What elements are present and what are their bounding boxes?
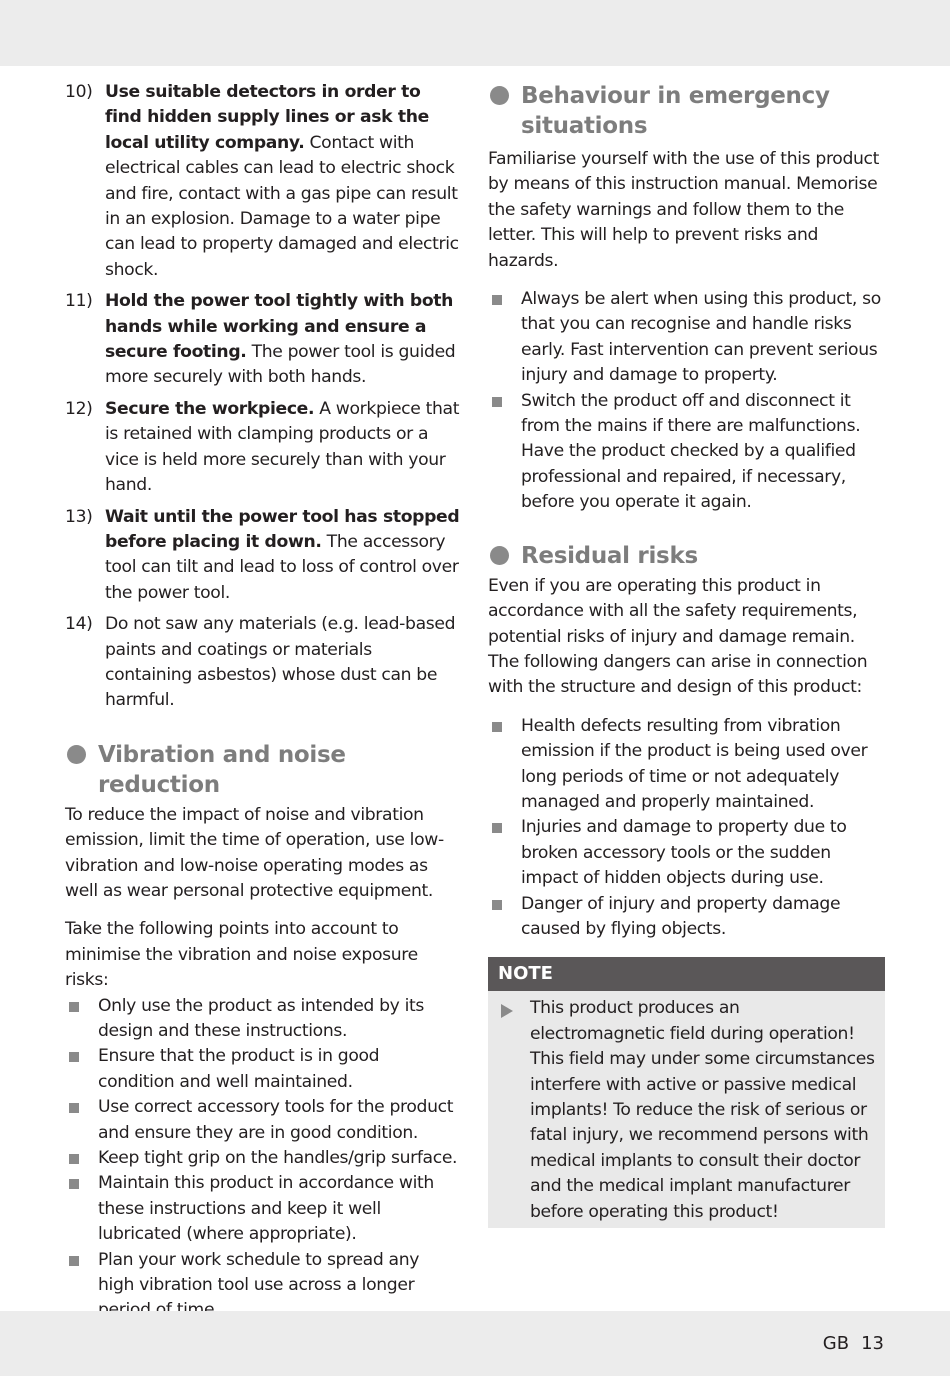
list-item bbox=[488, 389, 885, 516]
list-item-10 bbox=[65, 80, 460, 283]
item-number: 11) bbox=[65, 291, 93, 312]
item-bold-text: Use suitable detectors in order to find hidden supply lines or ask the local utility company. bbox=[105, 82, 429, 153]
item-number: 10) bbox=[65, 82, 93, 102]
list-item-text: Only use the product as intended by its design and these instructions. bbox=[98, 995, 425, 1041]
item-bold-text: Wait until the power tool has stopped before placing it down. bbox=[105, 506, 460, 552]
note-text: This product produces an electromagnetic field during operation! This field may under some circumstances interfere with active or passive medical implants! To reduce the risk of serious or fatal injury, we recommend persons with medical implants to consult their doctor and the medical implant manufacturer before operating this product! bbox=[530, 998, 875, 1222]
item-text: A workpiece that is retained with clamping products or a vice is held more securely than with your hand. bbox=[105, 398, 460, 496]
page-number: 13 bbox=[861, 1333, 884, 1354]
bullet-list-vibration bbox=[65, 994, 460, 1324]
list-item-text: Maintain this product in accordance with these instructions and keep it well lubricated (where appropriate). bbox=[98, 1173, 434, 1245]
list-item bbox=[65, 1044, 460, 1095]
section-heading-residual bbox=[488, 541, 885, 571]
square-bullet-icon bbox=[69, 1154, 79, 1164]
footer-band bbox=[0, 1311, 950, 1376]
list-item-text: Use correct accessory tools for the product and ensure they are in good condition. bbox=[98, 1097, 454, 1143]
square-bullet-icon bbox=[492, 823, 502, 833]
square-bullet-icon bbox=[69, 1052, 79, 1062]
list-item bbox=[65, 994, 460, 1045]
list-item bbox=[488, 714, 885, 816]
item-number: 14) bbox=[65, 614, 93, 635]
square-bullet-icon bbox=[492, 295, 502, 305]
item-text: Do not saw any materials (e.g. lead-based paints and coatings or materials containing asbestos) whose dust can be harmful. bbox=[105, 614, 456, 711]
note-box bbox=[488, 957, 885, 1228]
list-item-14 bbox=[65, 612, 460, 714]
paragraph: Familiarise yourself with the use of this product by means of this instruction manual. Memorise the safety warnings and follow them to the letter. This will help to prevent risks and hazards. bbox=[488, 149, 880, 271]
list-item bbox=[65, 1171, 460, 1247]
paragraph: To reduce the impact of noise and vibration emission, limit the time of operation, use low-vibration and low-noise operating modes as well as wear personal protective equipment. bbox=[65, 804, 444, 901]
list-item bbox=[488, 287, 885, 389]
square-bullet-icon bbox=[69, 1256, 79, 1266]
list-item-text: Ensure that the product is in good condition and well maintained. bbox=[98, 1046, 380, 1092]
list-item-text: Switch the product off and disconnect it from the mains if there are malfunctions. Have the product checked by a qualified professional and repaired, if necessary, before you operate it again. bbox=[521, 390, 861, 513]
list-item-text: Keep tight grip on the handles/grip surface. bbox=[98, 1148, 458, 1169]
bullet-circle-icon bbox=[67, 745, 86, 764]
item-text: The accessory tool can tilt and lead to loss of control over the power tool. bbox=[105, 531, 459, 603]
item-number: 12) bbox=[65, 398, 93, 419]
list-item-12 bbox=[65, 397, 460, 499]
square-bullet-icon bbox=[69, 1002, 79, 1012]
right-column bbox=[488, 80, 885, 1228]
language-code: GB bbox=[822, 1333, 850, 1354]
square-bullet-icon bbox=[69, 1179, 79, 1189]
list-item-13 bbox=[65, 505, 460, 607]
heading-text: Residual risks bbox=[521, 542, 698, 569]
item-bold-text: Secure the workpiece. bbox=[105, 398, 315, 419]
item-number: 13) bbox=[65, 506, 93, 527]
list-item bbox=[65, 1095, 460, 1146]
item-bold-text: Hold the power tool tightly with both hands while working and ensure a secure footing. bbox=[105, 291, 454, 363]
square-bullet-icon bbox=[492, 722, 502, 732]
page-footer bbox=[823, 1331, 884, 1356]
item-text: The power tool is guided more securely with both hands. bbox=[105, 342, 456, 388]
list-item-text: Danger of injury and property damage caused by flying objects. bbox=[521, 893, 841, 939]
header-band bbox=[0, 0, 950, 66]
list-item-text: Always be alert when using this product, so that you can recognise and handle risks early. Fast intervention can prevent serious injury and damage to property. bbox=[521, 289, 881, 386]
heading-text: Behaviour in emergency situations bbox=[521, 83, 830, 139]
list-item bbox=[488, 892, 885, 943]
heading-text: Vibration and noise reduction bbox=[98, 741, 346, 798]
square-bullet-icon bbox=[492, 900, 502, 910]
list-item-11 bbox=[65, 289, 460, 391]
list-item-text: Injuries and damage to property due to broken accessory tools or the sudden impact of hidden objects during use. bbox=[521, 817, 847, 889]
list-item-text: Health defects resulting from vibration emission if the product is being used over long periods of time or not adequately managed and properly maintained. bbox=[521, 715, 868, 812]
bullet-list-residual bbox=[488, 714, 885, 943]
paragraph: Even if you are operating this product in accordance with all the safety requirements, potential risks of injury and damage remain. The following dangers can arise in connection with the structure and design of this product: bbox=[488, 575, 868, 698]
section-heading-vibration bbox=[65, 740, 460, 800]
list-item bbox=[65, 1146, 460, 1171]
paragraph: Take the following points into account to minimise the vibration and noise exposure risks: bbox=[65, 919, 418, 991]
list-item bbox=[488, 815, 885, 891]
square-bullet-icon bbox=[69, 1103, 79, 1113]
bullet-circle-icon bbox=[490, 86, 509, 105]
note-body bbox=[488, 991, 885, 1228]
triangle-arrow-icon bbox=[501, 1004, 513, 1018]
section-heading-emergency bbox=[488, 81, 885, 141]
item-text: Contact with electrical cables can lead to electric shock and fire, contact with a gas pipe can result in an explosion. Damage to a water pipe can lead to property damaged and electric shock. bbox=[105, 132, 459, 280]
note-title: NOTE bbox=[488, 957, 885, 991]
left-column bbox=[65, 80, 460, 1324]
square-bullet-icon bbox=[492, 397, 502, 407]
bullet-circle-icon bbox=[490, 546, 509, 565]
list-item-text: Plan your work schedule to spread any high vibration tool use across a longer bbox=[98, 1249, 420, 1296]
bullet-list-emergency bbox=[488, 287, 885, 516]
